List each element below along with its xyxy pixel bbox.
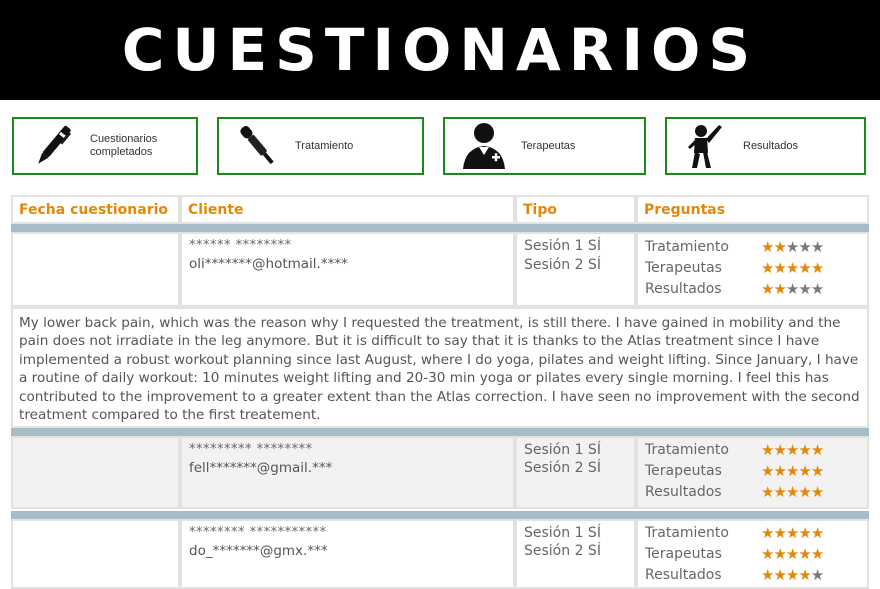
question-label: Resultados [645,281,722,297]
star-filled-icon: ★ [773,238,786,256]
star-filled-icon: ★ [761,566,774,584]
star-empty-icon: ★ [785,280,799,298]
doctor-icon [453,121,515,171]
client-email: fell*******@gmail.*** [189,460,333,476]
client-comment: My lower back pain, which was the reason why I requested the treatment, is still there. I have gained in mobility and the pain does not irradiate in the leg anymore. But it is difficult to say that it is thanks to the Atlas treatment since I have implemented a robust workout planning since last August, where I do yoga, pilates and weight lifting. Since January, I have a routine of daily workout: 10 minutes weight lifting and 20-30 min yoga or pilates every single morning. I feel this has contributed to the improvement to a greater extent than the Atlas correction. I have seen no improvement with the second treatment compared to the first treatement. [11,307,869,428]
star-filled-icon: ★ [773,566,786,584]
star-filled-icon: ★ [798,524,811,542]
nav-label: Tratamiento [295,139,354,152]
session-2-status: Sesión 2 SÍ [524,257,601,273]
rating-stars [761,443,823,458]
preguntas-cell [636,436,869,509]
rating-stars [761,240,823,255]
star-filled-icon: ★ [773,524,786,542]
client-name: ********* ******** [189,442,313,457]
star-filled-icon: ★ [773,483,786,501]
column-header-preguntas[interactable]: Preguntas [636,195,869,224]
star-filled-icon: ★ [761,259,774,277]
tipo-cell [515,519,636,589]
star-filled-icon: ★ [810,545,824,563]
rating-stars [761,282,823,297]
star-empty-icon: ★ [798,280,811,298]
star-filled-icon: ★ [761,280,774,298]
rating-stars [761,526,823,541]
question-label: Tratamiento [645,442,729,458]
star-filled-icon: ★ [785,566,799,584]
session-2-status: Sesión 2 SÍ [524,543,601,559]
table-row [11,232,869,307]
nav-label: Cuestionarios completados [90,133,158,158]
client-cell [180,232,515,307]
rating-stars [761,464,823,479]
preguntas-cell [636,519,869,589]
star-filled-icon: ★ [810,259,824,277]
rating-stars [761,547,823,562]
table-row [11,436,869,509]
star-filled-icon: ★ [785,259,799,277]
star-filled-icon: ★ [785,462,799,480]
nav-resultados[interactable] [665,117,866,175]
star-filled-icon: ★ [810,483,824,501]
star-filled-icon: ★ [798,462,811,480]
star-filled-icon: ★ [761,545,774,563]
client-cell [180,436,515,509]
rating-stars [761,485,823,500]
star-filled-icon: ★ [785,483,799,501]
star-empty-icon: ★ [810,238,824,256]
star-filled-icon: ★ [798,483,811,501]
star-filled-icon: ★ [773,545,786,563]
question-label: Resultados [645,484,722,500]
fecha-cell [11,232,180,307]
star-filled-icon: ★ [810,441,824,459]
row-separator [11,428,869,436]
row-separator [11,224,869,232]
star-filled-icon: ★ [785,524,799,542]
column-header-tipo[interactable]: Tipo [515,195,636,224]
session-1-status: Sesión 1 SÍ [524,238,601,254]
tipo-cell [515,232,636,307]
nav-bar [0,117,880,179]
star-filled-icon: ★ [761,524,774,542]
fecha-cell [11,436,180,509]
client-cell [180,519,515,589]
star-filled-icon: ★ [798,259,811,277]
question-label: Terapeutas [645,463,722,479]
nav-tratamiento[interactable] [217,117,424,175]
cheering-person-icon [675,121,737,171]
column-header-fecha[interactable]: Fecha cuestionario [11,195,180,224]
session-1-status: Sesión 1 SÍ [524,442,601,458]
table-header [11,195,869,224]
fecha-cell [11,519,180,589]
table-row [11,519,869,589]
nav-terapeutas[interactable] [443,117,646,175]
preguntas-cell [636,232,869,307]
column-header-cliente[interactable]: Cliente [180,195,515,224]
star-filled-icon: ★ [773,280,786,298]
session-1-status: Sesión 1 SÍ [524,525,601,541]
star-filled-icon: ★ [773,259,786,277]
question-label: Resultados [645,567,722,583]
question-label: Tratamiento [645,239,729,255]
star-filled-icon: ★ [798,566,811,584]
star-empty-icon: ★ [798,238,811,256]
star-empty-icon: ★ [810,566,824,584]
client-email: oli*******@hotmail.**** [189,256,348,272]
tipo-cell [515,436,636,509]
star-filled-icon: ★ [773,441,786,459]
star-empty-icon: ★ [785,238,799,256]
page-title: CUESTIONARIOS [121,16,759,84]
client-name: ******** *********** [189,525,327,540]
star-filled-icon: ★ [810,462,824,480]
rating-stars [761,261,823,276]
star-filled-icon: ★ [785,441,799,459]
star-filled-icon: ★ [773,462,786,480]
client-email: do_*******@gmx.*** [189,543,328,559]
question-label: Terapeutas [645,546,722,562]
star-filled-icon: ★ [798,441,811,459]
pen-icon [22,121,84,171]
row-separator [11,511,869,519]
star-filled-icon: ★ [810,524,824,542]
rating-stars [761,568,823,583]
star-empty-icon: ★ [810,280,824,298]
question-label: Tratamiento [645,525,729,541]
star-filled-icon: ★ [798,545,811,563]
nav-label: Terapeutas [521,139,576,152]
star-filled-icon: ★ [761,462,774,480]
page-banner [0,0,880,100]
star-filled-icon: ★ [761,441,774,459]
treatment-tool-icon [227,121,289,171]
star-filled-icon: ★ [785,545,799,563]
session-2-status: Sesión 2 SÍ [524,460,601,476]
star-filled-icon: ★ [761,483,774,501]
nav-label: Resultados [743,139,799,152]
star-filled-icon: ★ [761,238,774,256]
client-name: ****** ******** [189,238,292,253]
nav-cuestionarios-completados[interactable] [12,117,198,175]
question-label: Terapeutas [645,260,722,276]
